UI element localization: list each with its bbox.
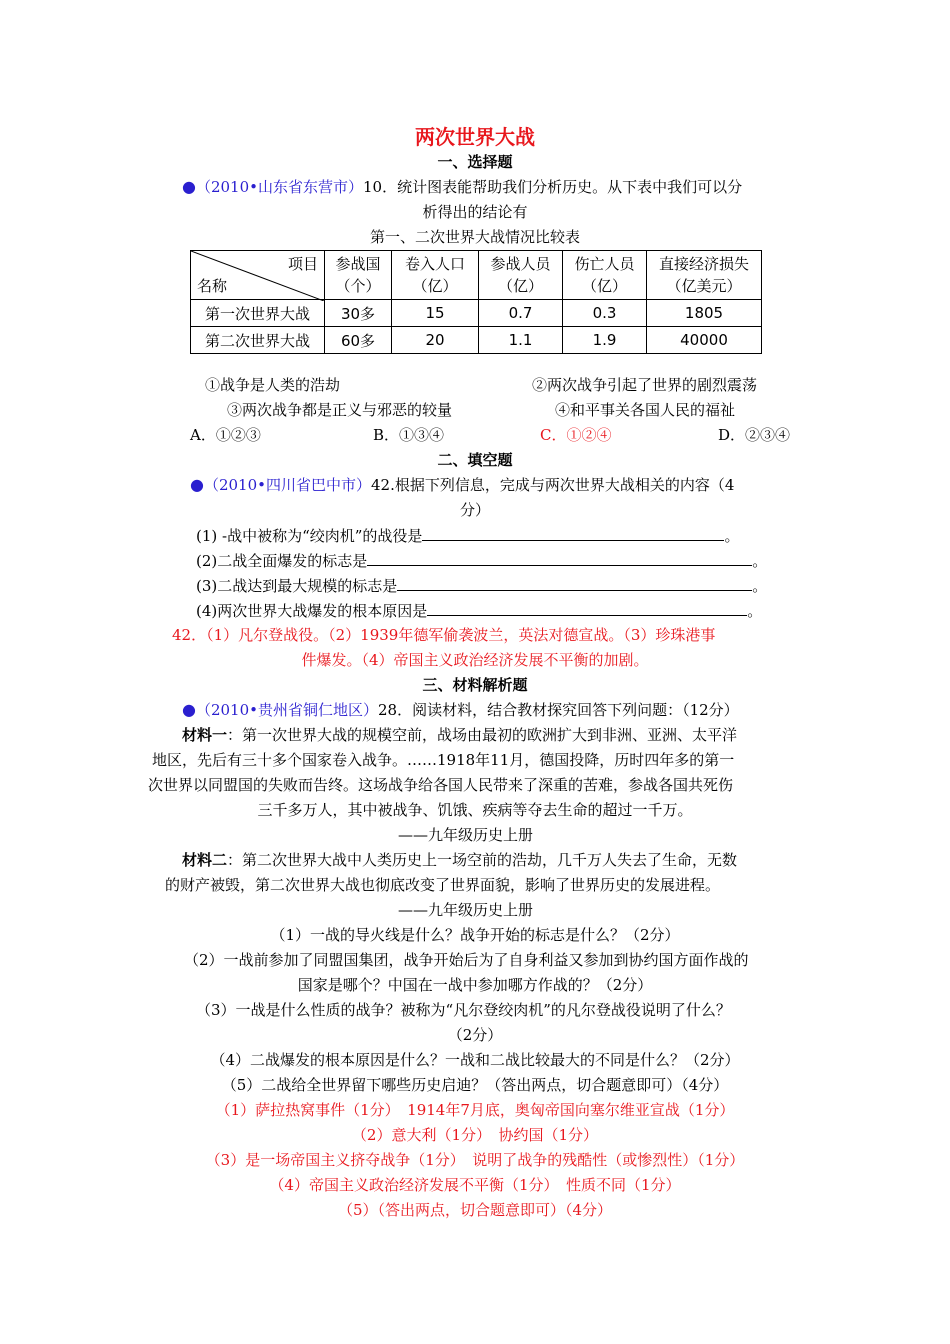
material-1-source: ——九年级历史上册: [398, 826, 534, 844]
table-row: [191, 300, 762, 327]
q2-source: （2010•四川省巴中市）: [203, 476, 371, 494]
material-2-line2: 的财产被毁，第二次世界大战也彻底改变了世界面貌，影响了世界历史的发展进程。: [165, 876, 721, 894]
bullet-dot-icon: ●: [190, 475, 204, 494]
fill-item-2: (2)二战全面爆发的标志是 。: [196, 552, 768, 570]
material-1-line4: 三千多万人，其中被战争、饥饿、疾病等夺去生命的超过一千万。: [257, 801, 693, 819]
sub-question-5: （5）二战给全世界留下哪些历史启迪？（答出两点，切合题意即可）（4分）: [221, 1076, 729, 1094]
section-material-heading: 三、材料解析题: [422, 676, 528, 694]
table-cell: 1.1: [479, 327, 563, 354]
q1-stem-line1: [182, 177, 742, 197]
answer-blank[interactable]: [427, 600, 747, 616]
header-diagonal-cell: [191, 251, 325, 300]
option-c-answer: C．①②④: [540, 426, 612, 444]
sub-question-3-line1: （3）一战是什么性质的战争？被称为“凡尔登绞肉机”的凡尔登战役说明了什么？: [196, 1001, 731, 1019]
header-item-label: 项目: [287, 255, 318, 273]
fill-item-1: (1) -战中被称为“绞肉机”的战役是 。: [196, 527, 740, 545]
header-cell: 参战人员 （亿）: [479, 251, 563, 300]
q3-stem: [182, 700, 739, 720]
q2-stem-line2: 分）: [459, 501, 490, 519]
q3-stem-text: 28．阅读材料，结合教材探究回答下列问题：（12分）: [378, 701, 739, 719]
bullet-dot-icon: ●: [182, 700, 196, 719]
table-row: [191, 327, 762, 354]
section-choice-heading: 一、选择题: [437, 153, 513, 171]
material-1-line2: 地区，先后有三十多个国家卷入战争。……1918年11月，德国投降，历时四年多的第一: [152, 751, 735, 769]
comparison-table: [190, 250, 762, 354]
material-1-line3: 次世界以同盟国的失败而告终。这场战争给各国人民带来了深重的苦难，参战各国共死伤: [148, 776, 734, 794]
sub-question-1: （1）一战的导火线是什么？战争开始的标志是什么？（2分）: [270, 926, 680, 944]
answer-3: （3）是一场帝国主义挤夺战争（1分） 说明了战争的残酷性（或惨烈性）（1分）: [205, 1151, 745, 1169]
table-cell: 0.3: [563, 300, 647, 327]
table-cell: 20: [392, 327, 479, 354]
statement-4: ④和平事关各国人民的福祉: [555, 401, 736, 419]
table-cell: 30多: [325, 300, 392, 327]
bullet-dot-icon: ●: [182, 177, 196, 196]
header-cell: 参战国 （个）: [325, 251, 392, 300]
table-cell: 40000: [647, 327, 762, 354]
q2-stem-text: 42.根据下列信息，完成与两次世界大战相关的内容（4: [371, 476, 735, 494]
table-cell: 第二次世界大战: [191, 327, 325, 354]
material-2-label: 材料二: [182, 851, 228, 869]
q3-source: （2010•贵州省铜仁地区）: [195, 701, 378, 719]
material-1-label: 材料一: [182, 726, 228, 744]
table-cell: 0.7: [479, 300, 563, 327]
q1-source: （2010•山东省东营市）: [195, 178, 363, 196]
section-fill-heading: 二、填空题: [437, 451, 513, 469]
fill-item-4: (4)两次世界大战爆发的根本原因是 。: [196, 602, 763, 620]
answer-2: （2）意大利（1分） 协约国（1分）: [351, 1126, 599, 1144]
material-2-source: ——九年级历史上册: [398, 901, 534, 919]
q1-stem-line2: 析得出的结论有: [422, 203, 528, 221]
statement-2: ②两次战争引起了世界的剧烈震荡: [532, 376, 758, 394]
table-cell: 15: [392, 300, 479, 327]
option-b: B．①③④: [373, 426, 445, 444]
statement-1: ①战争是人类的浩劫: [205, 376, 341, 394]
sub-question-4: （4）二战爆发的根本原因是什么？一战和二战比较最大的不同是什么？（2分）: [210, 1051, 740, 1069]
page-title: 两次世界大战: [415, 125, 535, 149]
material-2-line1: 材料二：第二次世界大战中人类历史上一场空前的浩劫，几千万人失去了生命，无数: [182, 851, 738, 869]
fill-item-3: (3)二战达到最大规模的标志是 。: [196, 577, 768, 595]
table-cell: 第一次世界大战: [191, 300, 325, 327]
table-cell: 1.9: [563, 327, 647, 354]
q2-answer-line2: 件爆发。（4）帝国主义政治经济发展不平衡的加剧。: [301, 651, 649, 669]
header-cell: 直接经济损失 （亿美元）: [647, 251, 762, 300]
answer-5: （5）（答出两点，切合题意即可）（4分）: [337, 1201, 613, 1219]
option-d: D．②③④: [718, 426, 791, 444]
q1-stem-text: 10．统计图表能帮助我们分析历史。从下表中我们可以分: [363, 178, 743, 196]
table-cell: 60多: [325, 327, 392, 354]
sub-question-2-line1: （2）一战前参加了同盟国集团，战争开始后为了自身利益又参加到协约国方面作战的: [184, 951, 749, 969]
answer-blank[interactable]: [397, 575, 752, 591]
material-1-line1: 材料一：第一次世界大战的规模空前，战场由最初的欧洲扩大到非洲、亚洲、太平洋: [182, 726, 738, 744]
statement-3: ③两次战争都是正义与邪恶的较量: [227, 401, 453, 419]
sub-question-3-line2: （2分）: [447, 1026, 503, 1044]
table-header-row: [191, 251, 762, 300]
table-cell: 1805: [647, 300, 762, 327]
q2-answer-line1: 42．（1）凡尔登战役。（2）1939年德军偷袭波兰，英法对德宣战。（3）珍珠港事: [172, 626, 716, 644]
sub-question-2-line2: 国家是哪个？中国在一战中参加哪方作战的？（2分）: [297, 976, 653, 994]
answer-blank[interactable]: [422, 525, 724, 541]
header-name-label: 名称: [197, 277, 228, 295]
answer-blank[interactable]: [367, 550, 752, 566]
answer-1: （1）萨拉热窝事件（1分） 1914年7月底，奥匈帝国向塞尔维亚宣战（1分）: [215, 1101, 735, 1119]
header-cell: 伤亡人员 （亿）: [563, 251, 647, 300]
answer-4: （4）帝国主义政治经济发展不平衡（1分） 性质不同（1分）: [269, 1176, 681, 1194]
q2-stem-line1: [190, 475, 734, 495]
header-cell: 卷入人口 （亿）: [392, 251, 479, 300]
option-a: A．①②③: [190, 426, 261, 444]
table-title: 第一、二次世界大战情况比较表: [369, 228, 580, 246]
